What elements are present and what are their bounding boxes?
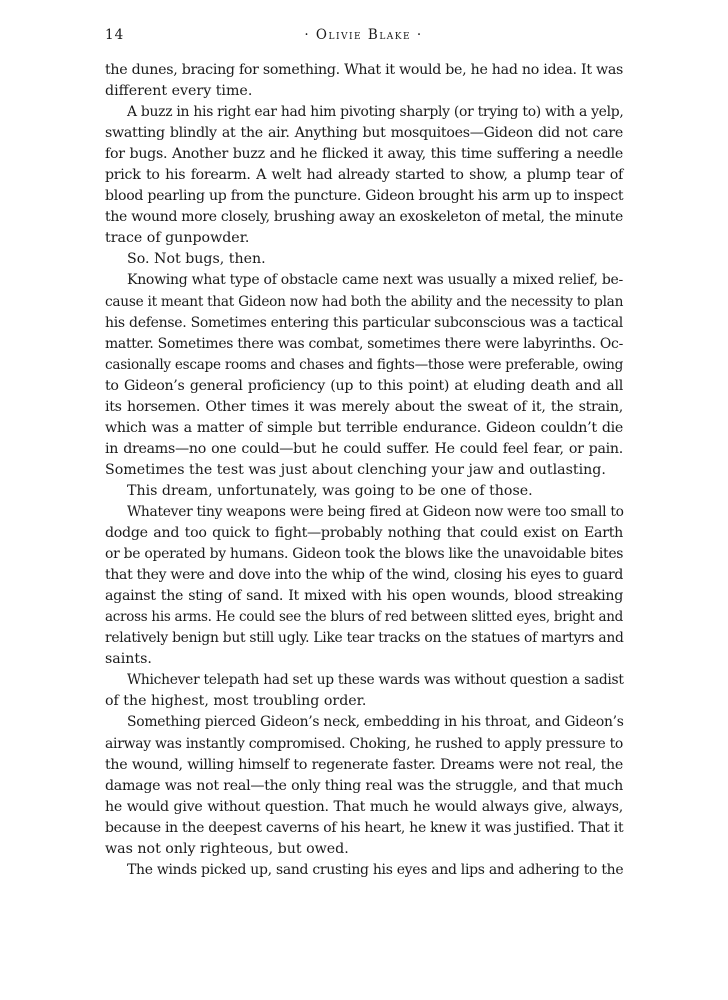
text-line: This dream, unfortunately, was going to be one of those. bbox=[127, 482, 533, 499]
text-line: for bugs. Another buzz and he flicked it away, this time suffering a needle bbox=[105, 146, 623, 163]
text-line: casionally escape rooms and chases and fights—those were preferable, owing bbox=[105, 356, 624, 373]
text-line: Whatever tiny weapons were being fired at Gideon now were too small to bbox=[127, 503, 624, 520]
text-line: in dreams—no one could—but he could suffer. He could feel fear, or pain. bbox=[105, 440, 623, 457]
text-line: relatively benign but still ugly. Like tear tracks on the statues of martyrs and bbox=[105, 630, 624, 647]
text-line: saints. bbox=[105, 651, 152, 668]
text-line: its horsemen. Other times it was merely about the sweat of it, the strain, bbox=[105, 398, 623, 415]
text-line: Sometimes the test was just about clenching your jaw and outlasting. bbox=[105, 461, 606, 478]
text-line: dodge and too quick to fight—probably nothing that could exist on Earth bbox=[105, 525, 623, 542]
text-line: prick to his forearm. A welt had already started to show, a plump tear of bbox=[105, 167, 623, 184]
text-line: across his arms. He could see the blurs of red between slitted eyes, bright and bbox=[105, 609, 623, 626]
text-line: different every time. bbox=[105, 83, 253, 100]
running-header bbox=[105, 27, 622, 47]
text-line: damage was not real—the only thing real was the struggle, and that much bbox=[105, 777, 623, 794]
text-line: blood pearling up from the puncture. Gideon brought his arm up to inspect bbox=[105, 188, 624, 205]
text-line: which was a matter of simple but terrible endurance. Gideon couldn’t die bbox=[105, 419, 623, 436]
page-number: 14 bbox=[105, 27, 125, 43]
text-line: the wound more closely, brushing away an exoskeleton of metal, the minute bbox=[105, 209, 623, 226]
text-line: of the highest, most troubling order. bbox=[105, 693, 367, 710]
text-line: that they were and dove into the whip of the wind, closing his eyes to guard bbox=[105, 567, 624, 584]
text-line: the dunes, bracing for something. What it would be, he had no idea. It was bbox=[105, 62, 623, 78]
text-line: to Gideon’s general proficiency (up to this point) at eluding death and all bbox=[105, 377, 623, 394]
text-line: The winds picked up, sand crusting his eyes and lips and adhering to the bbox=[127, 861, 624, 878]
text-line: Knowing what type of obstacle came next was usually a mixed relief, be- bbox=[127, 272, 623, 289]
text-line: he would give without question. That much he would always give, always, bbox=[105, 798, 623, 815]
text-line: Whichever telepath had set up these wards was without question a sadist bbox=[127, 672, 624, 689]
text-line: because in the deepest caverns of his heart, he knew it was justified. That it bbox=[105, 819, 624, 836]
body-text bbox=[105, 60, 623, 881]
text-line: trace of gunpowder. bbox=[105, 230, 250, 247]
text-line: his defense. Sometimes entering this particular subconscious was a tactical bbox=[105, 314, 623, 331]
text-line: against the sting of sand. It mixed with his open wounds, blood streaking bbox=[105, 588, 623, 605]
text-line: airway was instantly compromised. Choking, he rushed to apply pressure to bbox=[105, 735, 623, 752]
text-line: matter. Sometimes there was combat, sometimes there were labyrinths. Oc- bbox=[105, 335, 623, 352]
text-line: the wound, willing himself to regenerate faster. Dreams were not real, the bbox=[105, 756, 623, 773]
text-line: swatting blindly at the air. Anything but mosquitoes—Gideon did not care bbox=[105, 125, 623, 142]
text-line: So. Not bugs, then. bbox=[127, 251, 266, 268]
header-author: · Olivie Blake · bbox=[304, 27, 423, 43]
text-line: or be operated by humans. Gideon took the blows like the unavoidable bites bbox=[105, 546, 624, 563]
text-line: A buzz in his right ear had him pivoting sharply (or trying to) with a yelp, bbox=[127, 104, 624, 121]
text-line: was not only righteous, but owed. bbox=[105, 840, 349, 857]
text-line: cause it meant that Gideon now had both the ability and the necessity to plan bbox=[105, 293, 624, 310]
text-line: Something pierced Gideon’s neck, embedding in his throat, and Gideon’s bbox=[127, 714, 624, 731]
